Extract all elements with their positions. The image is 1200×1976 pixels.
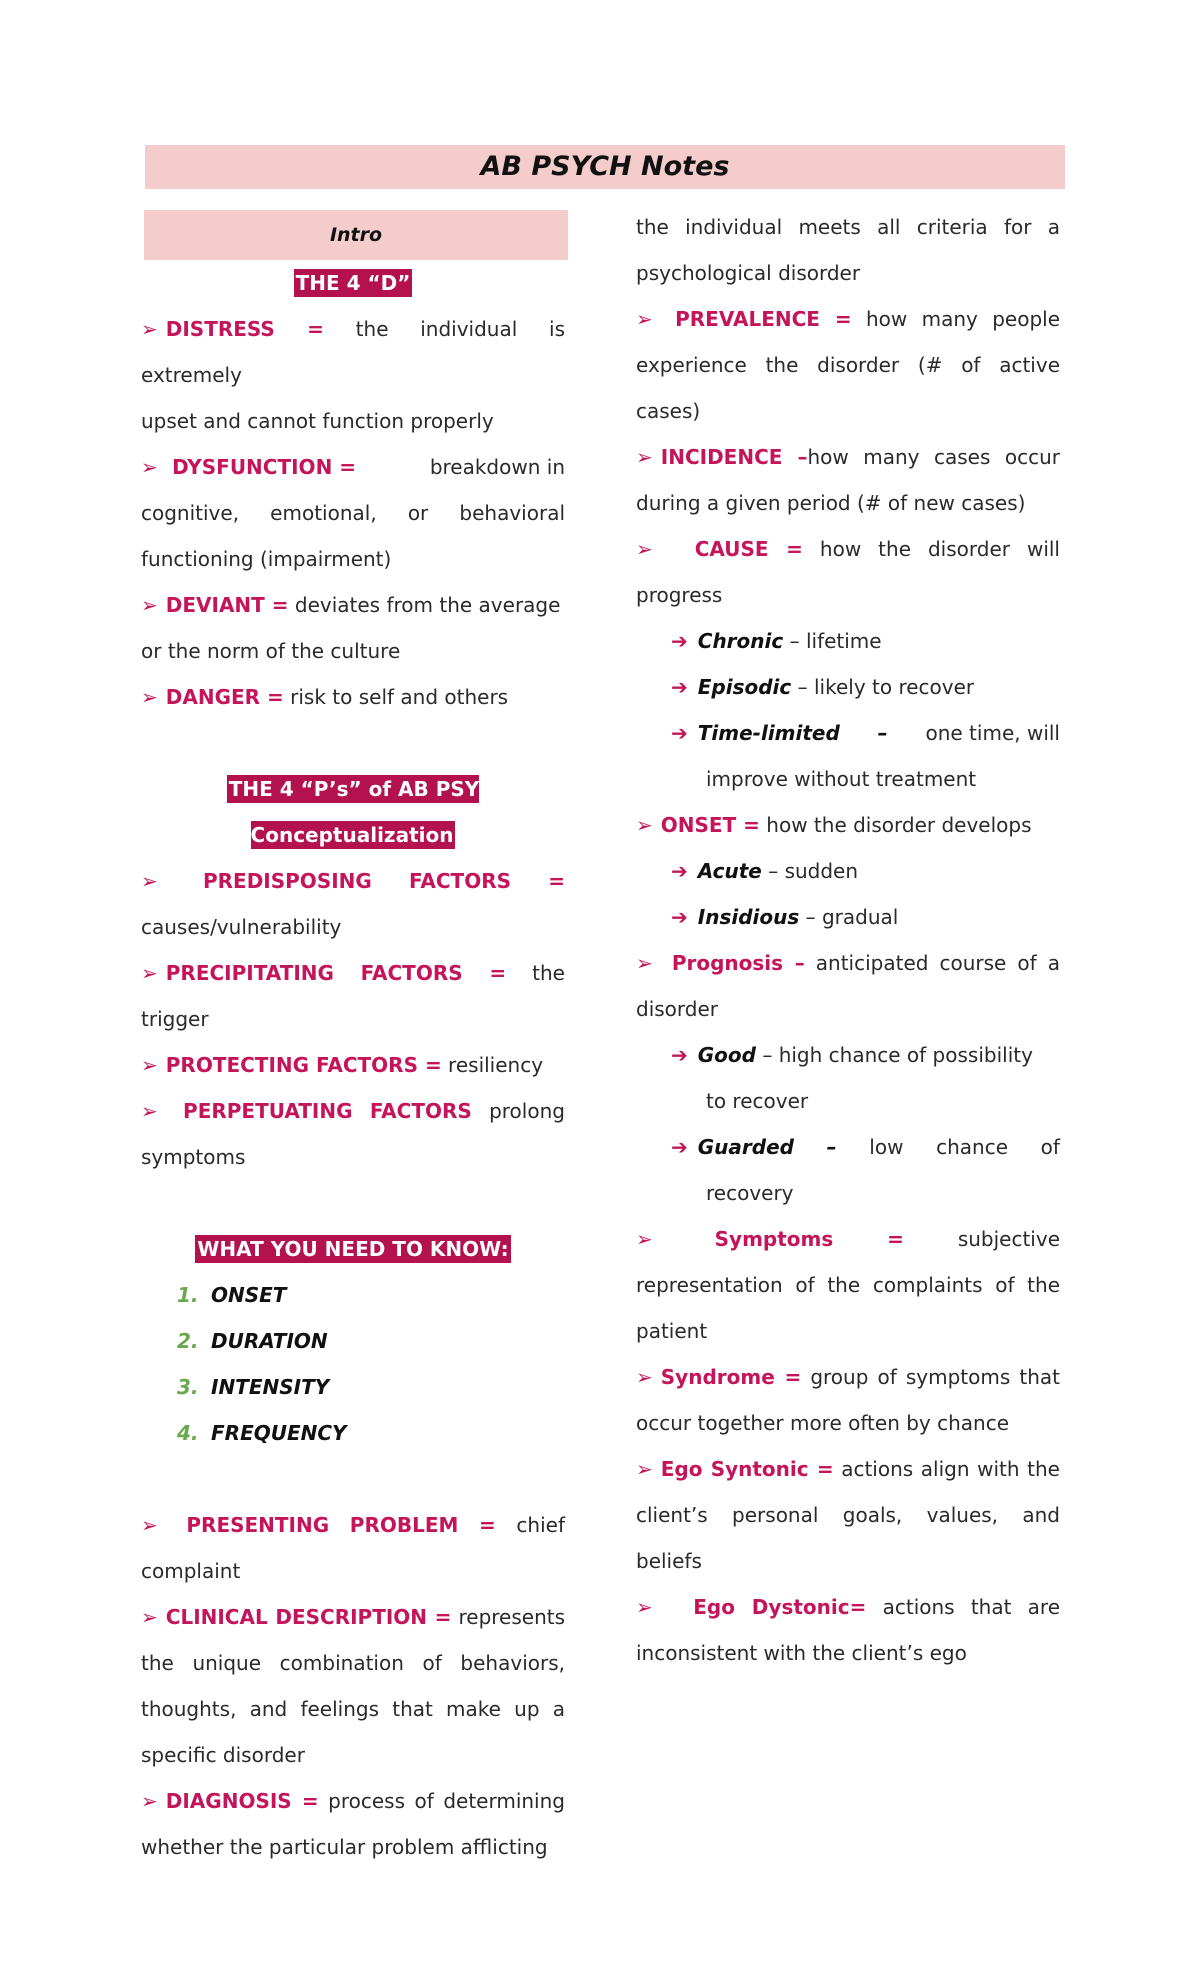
clinical-cont-3: specific disorder (141, 1743, 305, 1767)
good-cont: to recover (706, 1089, 809, 1113)
arrow-icon: ➢ (636, 813, 653, 837)
arrow-icon: ➢ (141, 1789, 158, 1813)
dysfunction-item: ➢ DYSFUNCTION = breakdown in (141, 455, 565, 479)
danger-item: ➢ DANGER = risk to self and others (141, 685, 509, 709)
ego-syntonic-cont-1: client’s personal goals, values, and (636, 1503, 1060, 1527)
arrow-icon: ➢ (141, 455, 158, 479)
list-item: 4. FREQUENCY (177, 1421, 347, 1445)
arrow-icon: ➢ (636, 537, 653, 561)
diagnosis-cont-right-1: the individual meets all criteria for a (636, 215, 1060, 239)
four-d-heading-row (141, 260, 565, 306)
list-item: 2. DURATION (177, 1329, 328, 1353)
arrow-icon: ➢ (141, 869, 158, 893)
precipitating-item: ➢ PRECIPITATING FACTORS = the trigger (141, 961, 565, 1031)
clinical-description-item: ➢ CLINICAL DESCRIPTION = represents (141, 1605, 566, 1629)
list-item: 3. INTENSITY (177, 1375, 330, 1399)
diagnosis-cont-right-2: psychological disorder (636, 261, 861, 285)
diagnosis-cont: whether the particular problem afflicting (141, 1835, 548, 1859)
right-arrow-icon: ➔ (671, 905, 688, 929)
cause-sub-episodic: ➔ Episodic – likely to recover (671, 675, 975, 699)
ego-dystonic-cont: inconsistent with the client’s ego (636, 1641, 967, 1665)
arrow-icon: ➢ (636, 1227, 653, 1251)
distress-item: ➢ DISTRESS = the individual is extremely (141, 317, 565, 387)
deviant-cont: or the norm of the culture (141, 639, 401, 663)
intro-label: Intro (329, 224, 383, 246)
page-title: AB PSYCH Notes (480, 151, 730, 182)
arrow-icon: ➢ (141, 1053, 158, 1077)
right-arrow-icon: ➔ (671, 1043, 688, 1067)
syndrome-item: ➢ Syndrome = group of symptoms that (636, 1365, 1060, 1389)
clinical-cont-1: the unique combination of behaviors, (141, 1651, 565, 1675)
syndrome-cont: occur together more often by chance (636, 1411, 1010, 1435)
deviant-item: ➢ DEVIANT = deviates from the average (141, 593, 561, 617)
protecting-item: ➢ PROTECTING FACTORS = resiliency (141, 1053, 544, 1077)
prevalence-item: ➢ PREVALENCE = how many people (636, 307, 1061, 331)
arrow-icon: ➢ (141, 961, 158, 985)
onset-sub-insidious: ➔ Insidious – gradual (671, 905, 899, 929)
page-title-bar (145, 145, 1065, 189)
symptoms-cont-2: patient (636, 1319, 708, 1343)
dysfunction-cont2: functioning (impairment) (141, 547, 392, 571)
cause-item: ➢ CAUSE = how the disorder will (636, 537, 1060, 561)
guarded-cont: recovery (706, 1181, 794, 1205)
cause-sub-time-limited: ➔ Time-limited – one time, will (671, 721, 1060, 745)
onset-sub-acute: ➔ Acute – sudden (671, 859, 859, 883)
prognosis-cont: disorder (636, 997, 719, 1021)
presenting-cont: complaint (141, 1559, 241, 1583)
dysfunction-cont: cognitive, emotional, or behavioral (141, 501, 565, 525)
ego-syntonic-cont-2: beliefs (636, 1549, 702, 1573)
prognosis-item: ➢ Prognosis – anticipated course of a (636, 951, 1061, 975)
left-column (141, 210, 565, 1870)
arrow-icon: ➢ (141, 1099, 158, 1123)
arrow-icon: ➢ (636, 1457, 653, 1481)
need-to-know-heading-row (141, 1226, 565, 1272)
list-item: 1. ONSET (177, 1283, 287, 1307)
cause-cont: progress (636, 583, 723, 607)
prevalence-cont-2: cases) (636, 399, 701, 423)
right-arrow-icon: ➔ (671, 721, 688, 745)
predisposing-cont: causes/vulnerability (141, 915, 342, 939)
presenting-problem-item: ➢ PRESENTING PROBLEM = chief (141, 1502, 565, 1548)
arrow-icon: ➢ (636, 307, 653, 331)
prognosis-sub-good: ➔ Good – high chance of possibility (671, 1043, 1033, 1067)
right-arrow-icon: ➔ (671, 859, 688, 883)
four-p-heading-row (141, 766, 565, 858)
predisposing-item: ➢ PREDISPOSING FACTORS = (141, 858, 565, 904)
arrow-icon: ➢ (636, 1595, 653, 1619)
right-arrow-icon: ➔ (671, 675, 688, 699)
onset-item: ➢ ONSET = how the disorder develops (636, 813, 1032, 837)
arrow-icon: ➢ (141, 317, 158, 341)
distress-cont: upset and cannot function properly (141, 409, 494, 433)
prevalence-cont-1: experience the disorder (# of active (636, 353, 1060, 377)
time-limited-cont: improve without treatment (706, 767, 977, 791)
prognosis-sub-guarded: ➔ Guarded – low chance of (671, 1135, 1060, 1159)
perpetuating-cont: symptoms (141, 1145, 246, 1169)
right-column (636, 204, 1060, 1676)
arrow-icon: ➢ (636, 951, 653, 975)
right-arrow-icon: ➔ (671, 629, 688, 653)
arrow-icon: ➢ (636, 1365, 653, 1389)
incidence-item: ➢ INCIDENCE –how many cases occur (636, 445, 1060, 469)
intro-header (144, 210, 568, 260)
arrow-icon: ➢ (141, 685, 158, 709)
ego-dystonic-item: ➢ Ego Dystonic= actions that are (636, 1595, 1061, 1619)
need-to-know-heading: WHAT YOU NEED TO KNOW: (197, 1237, 509, 1261)
perpetuating-item: ➢ PERPETUATING FACTORS prolong (141, 1088, 565, 1134)
arrow-icon: ➢ (141, 1513, 158, 1537)
arrow-icon: ➢ (141, 1605, 158, 1629)
diagnosis-item: ➢ DIAGNOSIS = process of determining (141, 1789, 565, 1813)
symptoms-item: ➢ Symptoms = subjective (636, 1216, 1060, 1262)
right-arrow-icon: ➔ (671, 1135, 688, 1159)
four-p-heading: THE 4 “P’s” of AB PSY Conceptualization (228, 777, 480, 847)
clinical-cont-2: thoughts, and feelings that make up a (141, 1697, 565, 1721)
symptoms-cont-1: representation of the complaints of the (636, 1273, 1060, 1297)
cause-sub-chronic: ➔ Chronic – lifetime (671, 629, 882, 653)
ego-syntonic-item: ➢ Ego Syntonic = actions align with the (636, 1457, 1060, 1481)
arrow-icon: ➢ (636, 445, 653, 469)
four-d-heading: THE 4 “D” (295, 271, 411, 295)
arrow-icon: ➢ (141, 593, 158, 617)
incidence-cont: during a given period (# of new cases) (636, 491, 1026, 515)
